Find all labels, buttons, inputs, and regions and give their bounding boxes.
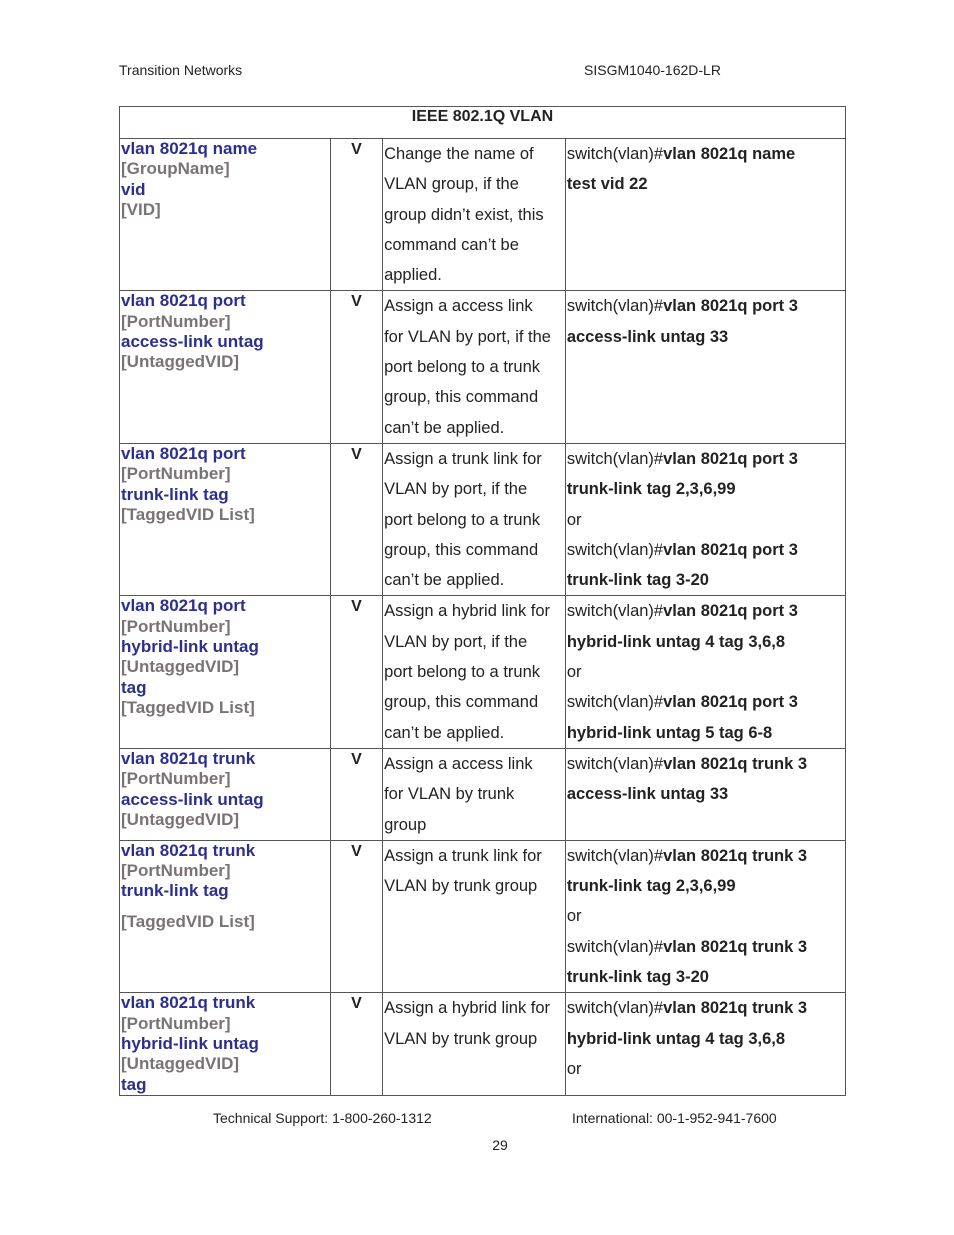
description-line: group, this command xyxy=(384,540,539,559)
description-line: VLAN by trunk group xyxy=(384,1029,538,1048)
description-cell xyxy=(383,993,566,1095)
command-cell xyxy=(120,748,331,840)
command-keyword: trunk-link tag xyxy=(121,484,229,504)
example-cell xyxy=(565,748,845,840)
header-model: SISGM1040-162D-LR xyxy=(584,62,721,78)
spacer xyxy=(121,902,329,912)
example-line xyxy=(567,657,844,687)
example-command: vlan 8021q port 3 xyxy=(663,540,798,559)
description-line: Assign a trunk link for xyxy=(384,846,542,865)
description-line: Assign a access link xyxy=(384,297,533,316)
description-line: for VLAN by port, if the xyxy=(384,327,551,346)
mode-cell: V xyxy=(330,748,382,840)
description-line: applied. xyxy=(384,266,442,285)
mode-cell: V xyxy=(330,443,382,595)
description-line: group xyxy=(384,815,427,834)
command-parameter: [GroupName] xyxy=(121,159,230,179)
example-command: vlan 8021q trunk 3 xyxy=(663,999,808,1018)
description-line: for VLAN by trunk xyxy=(384,785,515,804)
mode-cell: V xyxy=(330,291,382,443)
example-line xyxy=(567,505,844,535)
example-line xyxy=(567,1024,844,1054)
command-keyword: vlan 8021q port xyxy=(121,443,246,463)
example-command: vlan 8021q port 3 xyxy=(663,297,798,316)
description-line: VLAN by port, if the xyxy=(384,480,528,499)
description-line: Change the name of xyxy=(384,145,534,163)
example-command: trunk-link tag 2,3,6,99 xyxy=(566,480,736,499)
example-prompt: switch(vlan)# xyxy=(566,846,664,865)
mode-cell: V xyxy=(330,993,382,1095)
description-line: Assign a hybrid link for xyxy=(384,999,551,1018)
example-prompt: switch(vlan)# xyxy=(566,540,664,559)
example-line xyxy=(567,444,844,474)
command-keyword: trunk-link tag xyxy=(121,881,229,901)
command-parameter: [UntaggedVID] xyxy=(121,809,240,829)
example-command: vlan 8021q port 3 xyxy=(663,602,798,621)
command-parameter: [PortNumber] xyxy=(121,464,231,484)
command-cell xyxy=(120,596,331,748)
example-command: hybrid-link untag 5 tag 6-8 xyxy=(566,723,773,742)
example-prompt: switch(vlan)# xyxy=(566,449,664,468)
description-line: port belong to a trunk xyxy=(384,663,540,682)
example-line xyxy=(567,932,844,962)
command-keyword: vlan 8021q trunk xyxy=(121,993,256,1013)
description-cell xyxy=(383,596,566,748)
command-keyword: vlan 8021q port xyxy=(121,291,246,311)
description-cell xyxy=(383,139,566,291)
table-body xyxy=(120,139,846,1096)
description-line: can’t be applied. xyxy=(384,723,505,742)
description-line: group, this command xyxy=(384,693,539,712)
example-command: test vid 22 xyxy=(566,175,648,194)
command-parameter: [TaggedVID List] xyxy=(121,911,255,931)
command-parameter: [PortNumber] xyxy=(121,861,231,881)
mode-cell: V xyxy=(330,139,382,291)
description-cell xyxy=(383,840,566,992)
command-parameter: [UntaggedVID] xyxy=(121,1054,240,1074)
example-line xyxy=(567,718,844,748)
footer-international: International: 00-1-952-941-7600 xyxy=(572,1110,777,1126)
command-keyword: vlan 8021q port xyxy=(121,596,246,616)
description-line: VLAN group, if the xyxy=(384,175,519,194)
command-keyword: vid xyxy=(121,179,146,199)
example-command: access-link untag 33 xyxy=(566,327,729,346)
example-cell xyxy=(565,993,845,1095)
table-row xyxy=(120,291,846,443)
example-line xyxy=(567,962,844,992)
vlan-command-table xyxy=(119,106,846,1096)
example-line xyxy=(567,871,844,901)
table-row xyxy=(120,993,846,1095)
example-line xyxy=(567,1054,844,1084)
command-parameter: [PortNumber] xyxy=(121,616,231,636)
example-line xyxy=(567,841,844,871)
table-title: IEEE 802.1Q VLAN xyxy=(120,107,846,139)
description-line: Assign a trunk link for xyxy=(384,449,542,468)
description-line: VLAN by port, if the xyxy=(384,632,528,651)
command-cell xyxy=(120,139,331,291)
command-keyword: access-link untag xyxy=(121,789,264,809)
command-parameter: [TaggedVID List] xyxy=(121,504,255,524)
header-company: Transition Networks xyxy=(119,62,243,78)
command-keyword: vlan 8021q name xyxy=(121,139,258,158)
footer-support: Technical Support: 1-800-260-1312 xyxy=(213,1110,432,1126)
description-line: can’t be applied. xyxy=(384,418,505,437)
table-row xyxy=(120,443,846,595)
example-cell xyxy=(565,596,845,748)
example-prompt: or xyxy=(566,907,582,926)
table-row xyxy=(120,748,846,840)
command-parameter: [PortNumber] xyxy=(121,1013,231,1033)
example-line xyxy=(567,901,844,931)
command-parameter: [UntaggedVID] xyxy=(121,352,240,372)
example-prompt: switch(vlan)# xyxy=(566,602,664,621)
example-line xyxy=(567,779,844,809)
example-command: access-link untag 33 xyxy=(566,785,729,804)
example-command: trunk-link tag 2,3,6,99 xyxy=(566,877,736,896)
description-cell xyxy=(383,748,566,840)
example-cell xyxy=(565,139,845,291)
page-number: 29 xyxy=(492,1137,508,1153)
example-prompt: or xyxy=(566,510,582,529)
command-parameter: [UntaggedVID] xyxy=(121,657,240,677)
table-row xyxy=(120,840,846,992)
example-prompt: switch(vlan)# xyxy=(566,999,664,1018)
command-keyword: access-link untag xyxy=(121,332,264,352)
example-prompt: switch(vlan)# xyxy=(566,754,664,773)
example-line xyxy=(567,535,844,565)
example-command: vlan 8021q port 3 xyxy=(663,449,798,468)
command-keyword: tag xyxy=(121,677,147,697)
example-line xyxy=(567,169,844,199)
command-keyword: hybrid-link untag xyxy=(121,1033,259,1053)
example-prompt: or xyxy=(566,663,582,682)
command-cell xyxy=(120,993,331,1095)
example-command: vlan 8021q trunk 3 xyxy=(663,937,808,956)
description-line: can’t be applied. xyxy=(384,571,505,590)
description-cell xyxy=(383,443,566,595)
command-cell xyxy=(120,840,331,992)
command-keyword: hybrid-link untag xyxy=(121,637,259,657)
description-line: port belong to a trunk xyxy=(384,358,540,377)
example-line xyxy=(567,139,844,169)
example-line xyxy=(567,565,844,595)
example-line xyxy=(567,596,844,626)
description-line: command can’t be xyxy=(384,235,519,254)
command-keyword: vlan 8021q trunk xyxy=(121,840,256,860)
example-cell xyxy=(565,443,845,595)
description-cell xyxy=(383,291,566,443)
example-line xyxy=(567,322,844,352)
example-line xyxy=(567,687,844,717)
example-prompt: switch(vlan)# xyxy=(566,937,664,956)
command-cell xyxy=(120,443,331,595)
example-command: vlan 8021q name xyxy=(663,145,796,163)
example-line xyxy=(567,627,844,657)
command-keyword: tag xyxy=(121,1074,147,1094)
example-prompt: switch(vlan)# xyxy=(566,297,664,316)
description-line: group didn’t exist, this xyxy=(384,205,544,224)
example-line xyxy=(567,474,844,504)
example-command: vlan 8021q trunk 3 xyxy=(663,754,808,773)
example-command: vlan 8021q port 3 xyxy=(663,693,798,712)
example-line xyxy=(567,749,844,779)
example-cell xyxy=(565,291,845,443)
example-command: hybrid-link untag 4 tag 3,6,8 xyxy=(566,632,786,651)
example-prompt: switch(vlan)# xyxy=(566,693,664,712)
example-line xyxy=(567,993,844,1023)
example-prompt: or xyxy=(566,1059,582,1078)
table-title-row xyxy=(120,107,846,139)
mode-cell: V xyxy=(330,596,382,748)
mode-cell: V xyxy=(330,840,382,992)
example-prompt: switch(vlan)# xyxy=(566,145,664,163)
example-command: vlan 8021q trunk 3 xyxy=(663,846,808,865)
description-line: port belong to a trunk xyxy=(384,510,540,529)
example-command: trunk-link tag 3-20 xyxy=(566,968,709,987)
table-row xyxy=(120,596,846,748)
description-line: VLAN by trunk group xyxy=(384,877,538,896)
command-keyword: vlan 8021q trunk xyxy=(121,748,256,768)
command-parameter: [VID] xyxy=(121,199,161,219)
example-command: trunk-link tag 3-20 xyxy=(566,571,709,590)
description-line: group, this command xyxy=(384,388,539,407)
table-row xyxy=(120,139,846,291)
command-parameter: [TaggedVID List] xyxy=(121,697,255,717)
command-cell xyxy=(120,291,331,443)
example-line xyxy=(567,291,844,321)
command-parameter: [PortNumber] xyxy=(121,769,231,789)
command-parameter: [PortNumber] xyxy=(121,311,231,331)
example-cell xyxy=(565,840,845,992)
description-line: Assign a access link xyxy=(384,754,533,773)
description-line: Assign a hybrid link for xyxy=(384,602,551,621)
example-command: hybrid-link untag 4 tag 3,6,8 xyxy=(566,1029,786,1048)
